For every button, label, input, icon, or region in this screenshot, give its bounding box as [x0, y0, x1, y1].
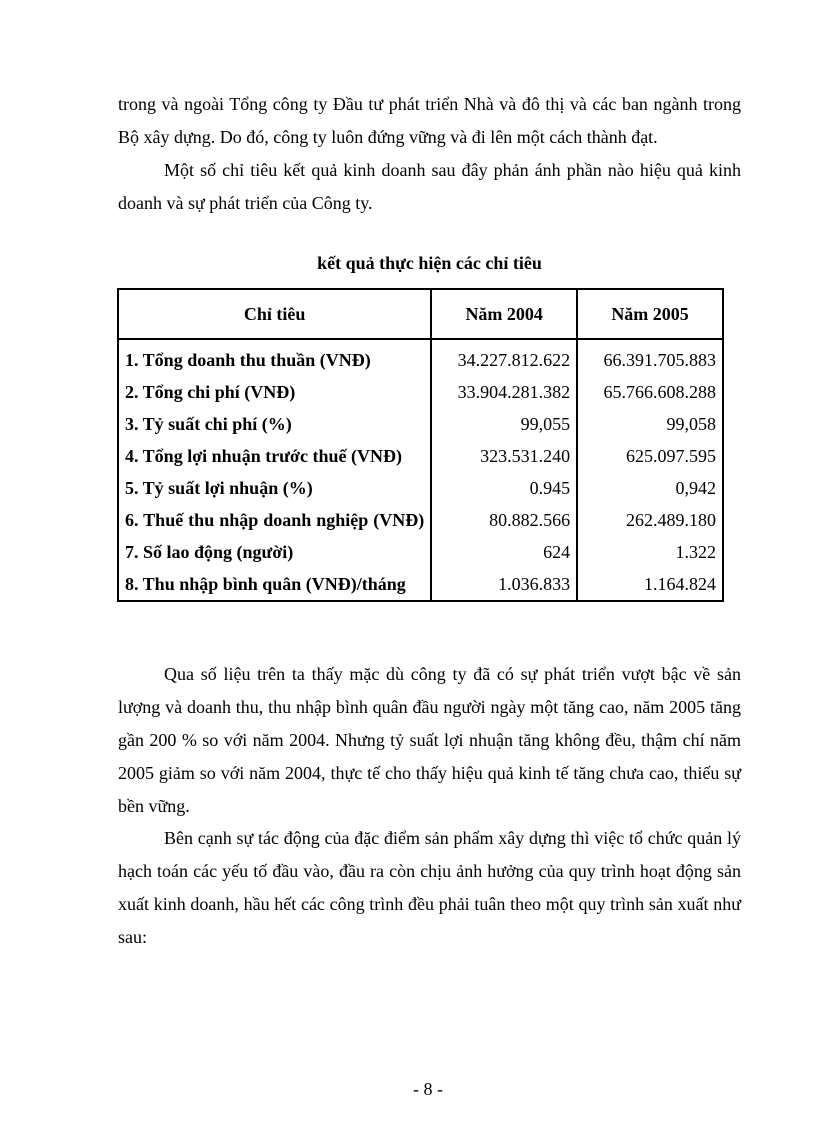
row-label: 1. Tổng doanh thu thuần (VNĐ) — [118, 339, 431, 376]
value-2004: 34.227.812.622 — [431, 339, 577, 376]
paragraph-analysis: Qua số liệu trên ta thấy mặc dù công ty đã có sự phát triển vượt bậc về sản lượng và doanh thu, thu nhập bình quân đầu người ngày một tăng cao, năm 2005 tăng gần 200 % so với năm 2004. Nhưng tỷ suất lợi nhuận tăng không đều, thậm chí năm 2005 giảm so với năm 2004, thực tế cho thấy hiệu quả kinh tế tăng chưa cao, thiếu sự bền vững. — [118, 664, 741, 816]
value-2004: 1.036.833 — [431, 568, 577, 601]
table-row — [118, 376, 723, 408]
table-caption: kết quả thực hiện các chỉ tiêu — [317, 253, 542, 273]
paragraph-indicators-intro: Một số chỉ tiêu kết quả kinh doanh sau đây phản ánh phần nào hiệu quả kinh doanh và sự phát triển của Công ty. — [118, 160, 741, 213]
value-2004: 323.531.240 — [431, 440, 577, 472]
value-2005: 65.766.608.288 — [577, 376, 723, 408]
header-year-2004: Năm 2004 — [431, 289, 577, 339]
paragraph-intro: trong và ngoài Tổng công ty Đầu tư phát triển Nhà và đô thị và các ban ngành trong Bộ xây dựng. Do đó, công ty luôn đứng vững và đi lên một cách thành đạt. — [118, 94, 741, 147]
row-label: 3. Tỷ suất chi phí (%) — [118, 408, 431, 440]
header-indicator: Chỉ tiêu — [118, 289, 431, 339]
row-label: 4. Tổng lợi nhuận trước thuế (VNĐ) — [118, 440, 431, 472]
row-label: 6. Thuế thu nhập doanh nghiệp (VNĐ) — [118, 504, 431, 536]
value-2004: 33.904.281.382 — [431, 376, 577, 408]
header-year-2005: Năm 2005 — [577, 289, 723, 339]
table-row — [118, 339, 723, 376]
row-label: 5. Tỷ suất lợi nhuận (%) — [118, 472, 431, 504]
value-2005: 625.097.595 — [577, 440, 723, 472]
value-2005: 99,058 — [577, 408, 723, 440]
row-label: 2. Tổng chi phí (VNĐ) — [118, 376, 431, 408]
table-row — [118, 568, 723, 601]
row-label: 7. Số lao động (người) — [118, 536, 431, 568]
value-2004: 624 — [431, 536, 577, 568]
value-2005: 66.391.705.883 — [577, 339, 723, 376]
table-row — [118, 440, 723, 472]
value-2005: 0,942 — [577, 472, 723, 504]
value-2004: 80.882.566 — [431, 504, 577, 536]
table-row — [118, 472, 723, 504]
table-row — [118, 504, 723, 536]
results-table — [117, 288, 724, 602]
value-2005: 1.322 — [577, 536, 723, 568]
value-2004: 99,055 — [431, 408, 577, 440]
row-label: 8. Thu nhập bình quân (VNĐ)/tháng — [118, 568, 431, 601]
table-row — [118, 408, 723, 440]
table-header-row — [118, 289, 723, 339]
value-2005: 1.164.824 — [577, 568, 723, 601]
value-2005: 262.489.180 — [577, 504, 723, 536]
value-2004: 0.945 — [431, 472, 577, 504]
paragraph-production-process: Bên cạnh sự tác động của đặc điểm sản phẩm xây dựng thì việc tổ chức quản lý hạch toán các yếu tố đầu vào, đầu ra còn chịu ảnh hưởng của quy trình hoạt động sản xuất kinh doanh, hầu hết các công trình đều phải tuân theo một quy trình sản xuất như sau: — [118, 828, 741, 947]
page-number: - 8 - — [413, 1079, 443, 1099]
table-row — [118, 536, 723, 568]
